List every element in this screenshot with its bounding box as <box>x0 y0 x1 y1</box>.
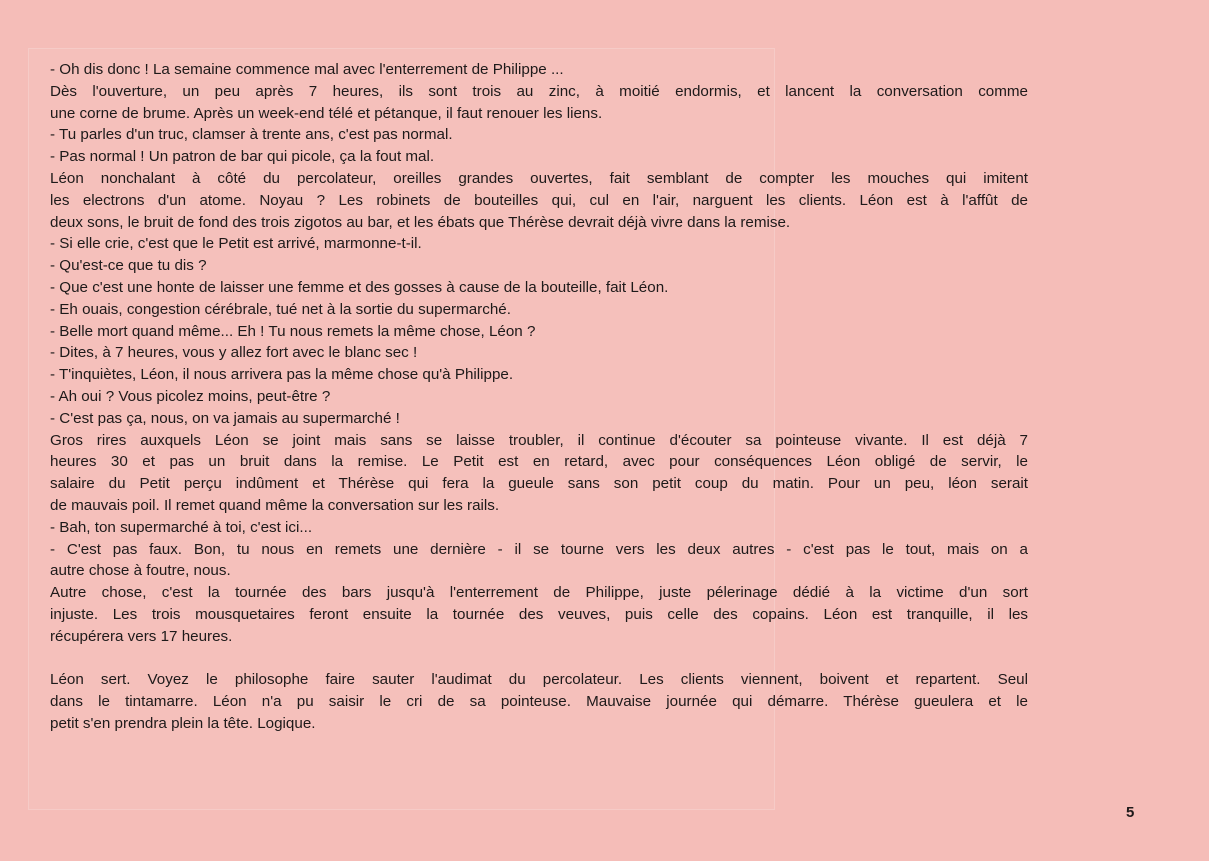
text-line: salaire du Petit perçu indûment et Thérèse qui fera la gueule sans son petit coup du matin. Pour un peu, léon serait <box>50 475 1028 493</box>
text-line: deux sons, le bruit de fond des trois zigotos au bar, et les ébats que Thérèse devrait déjà vivre dans la remise. <box>50 213 791 231</box>
text-line: Léon nonchalant à côté du percolateur, oreilles grandes ouvertes, fait semblant de compter les mouches qui imitent <box>50 169 1028 187</box>
text-line: - Dites, à 7 heures, vous y allez fort avec le blanc sec ! <box>50 344 418 362</box>
text-line: - Pas normal ! Un patron de bar qui picole, ça la fout mal. <box>50 148 435 166</box>
text-line: - Que c'est une honte de laisser une femme et des gosses à cause de la bouteille, fait Léon. <box>50 278 669 296</box>
text-line: - Oh dis donc ! La semaine commence mal avec l'enterrement de Philippe ... <box>50 61 564 78</box>
text-line: - Qu'est-ce que tu dis ? <box>50 257 207 275</box>
text-line: les electrons d'un atome. Noyau ? Les robinets de bouteilles qui, cul en l'air, narguent les clients. Léon est à l'affût de <box>50 191 1028 209</box>
text-line: - Ah oui ? Vous picolez moins, peut-être ? <box>50 387 331 405</box>
page-number: 5 <box>1126 804 1135 821</box>
text-line: - T'inquiètes, Léon, il nous arrivera pas la même chose qu'à Philippe. <box>50 366 514 384</box>
text-line: injuste. Les trois mousquetaires feront ensuite la tournée des veuves, puis celle des copains. Léon est tranquille, il les <box>50 605 1028 623</box>
text-line: - Eh ouais, congestion cérébrale, tué net à la sortie du supermarché. <box>50 300 511 318</box>
text-line: - Si elle crie, c'est que le Petit est arrivé, marmonne-t-il. <box>50 235 422 253</box>
text-line: Léon sert. Voyez le philosophe faire sauter l'audimat du percolateur. Les clients viennent, boivent et repartent. Seul <box>50 671 1028 689</box>
text-line: Gros rires auxquels Léon se joint mais sans se laisse troubler, il continue d'écouter sa pointeuse vivante. Il est déjà 7 <box>50 431 1028 449</box>
text-line: autre chose à foutre, nous. <box>50 562 231 580</box>
text-line: une corne de brume. Après un week-end télé et pétanque, il faut renouer les liens. <box>50 104 603 122</box>
text-line: - Tu parles d'un truc, clamser à trente ans, c'est pas normal. <box>50 126 453 144</box>
text-line: Autre chose, c'est la tournée des bars jusqu'à l'enterrement de Philippe, juste pélerinage dédié à la victime d'un sort <box>50 584 1028 602</box>
text-line: récupérera vers 17 heures. <box>50 627 233 645</box>
text-line: - C'est pas faux. Bon, tu nous en remets une dernière - il se tourne vers les deux autres - c'est pas le tout, mais on a <box>50 540 1028 558</box>
paragraph-gap <box>50 648 1028 670</box>
text-line: heures 30 et pas un bruit dans la remise. Le Petit est en retard, avec pour conséquences Léon obligé de servir, le <box>50 453 1028 471</box>
text-line: dans le tintamarre. Léon n'a pu saisir le cri de sa pointeuse. Mauvaise journée qui démarre. Thérèse gueulera et le <box>50 693 1028 711</box>
text-line: - Bah, ton supermarché à toi, c'est ici... <box>50 518 313 536</box>
text-line: de mauvais poil. Il remet quand même la conversation sur les rails. <box>50 496 500 514</box>
text-line: - C'est pas ça, nous, on va jamais au supermarché ! <box>50 409 400 427</box>
body-text <box>50 59 1028 735</box>
text-line: petit s'en prendra plein la tête. Logique. <box>50 714 316 732</box>
text-line: Dès l'ouverture, un peu après 7 heures, ils sont trois au zinc, à moitié endormis, et lancent la conversation comme <box>50 82 1028 100</box>
text-line: - Belle mort quand même... Eh ! Tu nous remets la même chose, Léon ? <box>50 322 536 340</box>
